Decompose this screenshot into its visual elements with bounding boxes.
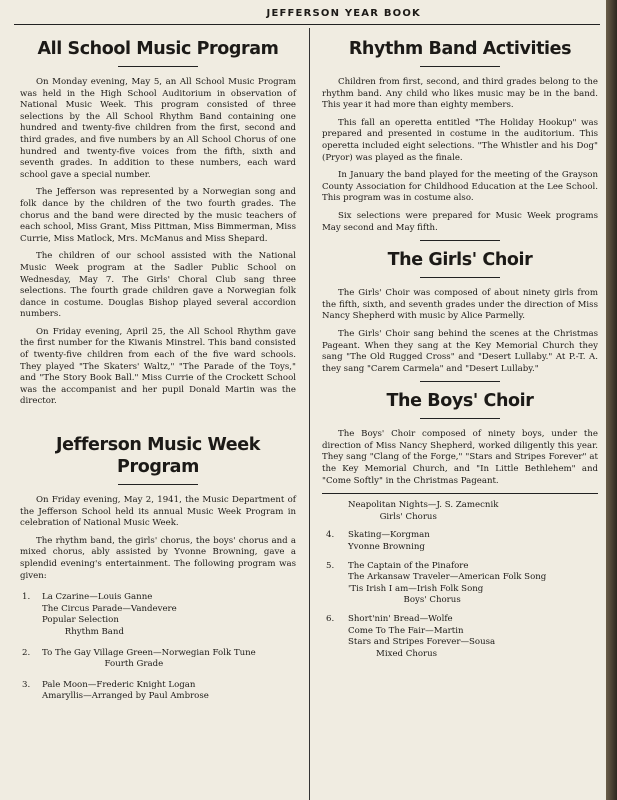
page-edge-shadow [606,0,617,800]
program-line: Amaryllis—Arranged by Paul Ambrose [42,691,209,702]
program-item [322,561,598,607]
item-number: 3. [22,679,31,690]
section-separator [420,381,500,382]
performer-line: Yvonne Browning [348,542,425,553]
program-continued-rule [322,493,598,494]
paragraph: Children from first, second, and third grades belong to the rhythm band. Any child who likes music may be in the band. This year it had more than eighty members. [322,77,598,111]
paragraph: On Friday evening, April 25, the All School Rhythm gave the first number for the Kiwanis Minstrel. This band consisted of twenty-five children from each of the five ward schools. They played "The Skaters' Waltz," "The Parade of the Toys," and "The Story Book Ball." Miss Currie of the Crockett School was the accompanist and her pupil Donald Martin was the director. [20,326,296,407]
paragraph: The Girls' Choir sang behind the scenes at the Christmas Pageant. When they sang at the Key Memorial Church they sang "The Old Rugged Cross" and "Desert Lullaby." At P.-T. A. they sang "Carem Carmela" and "Desert Lullaby." [322,328,598,374]
item-number: 1. [22,592,31,603]
program-line: The Arkansaw Traveler—American Folk Song [348,572,547,583]
all-school-music-program-section [20,38,296,408]
title-rule [118,484,198,485]
item-number: 2. [22,647,31,658]
program-line: Short'nin' Bread—Wolfe [348,614,453,624]
program-item [322,530,598,553]
paragraph: The Girls' Choir was composed of about ninety girls from the fifth, sixth, and seventh grades under the direction of Miss Nancy Shepherd with music by Alice Parmelly. [322,288,598,322]
program-line: Stars and Stripes Forever—Sousa [348,637,496,648]
running-head: JEFFERSON YEAR BOOK [266,8,421,19]
program-list [20,592,296,703]
section-title: Jefferson Music Week Program [56,435,260,478]
program-item [20,648,296,671]
program-line: Neapolitan Nights—J. S. Zamecnik [348,500,499,511]
left-column [20,30,296,712]
paragraph: Six selections were prepared for Music Week programs May second and May fifth. [322,210,598,233]
program-line: To The Gay Village Green—Norwegian Folk Tune [42,647,256,658]
program-line: The Circus Parade—Vandevere [42,603,177,614]
program-item [20,592,296,638]
title-rule [420,418,500,419]
right-column [322,30,598,667]
program-line: La Czarine—Louis Ganne [42,592,153,603]
program-line: Popular Selection [42,615,119,626]
paragraph: The children of our school assisted with the National Music Week program at the Sadler Public School on Wednesday, May 7. The Girls' Choral Club sang three selections. The fourth grade children gave a Norwegian folk dance in costume. Douglas Bishop played several accordion numbers. [20,251,296,320]
paragraph: In January the band played for the meeting of the Grayson County Association for Childhood Education at the Lee School. This program was in costume also. [322,170,598,204]
program-item [20,680,296,703]
program-line: Pale Moon—Frederic Knight Logan [42,679,196,690]
program-item [322,500,598,523]
performer-line: Girls' Chorus [379,511,437,522]
title-rule [118,66,198,67]
item-number [322,500,348,523]
item-number: 6. [326,614,335,624]
section-title: The Boys' Choir [386,391,534,412]
girls-choir-section [322,249,598,375]
paragraph: On Friday evening, May 2, 1941, the Music Department of the Jefferson School held its annual Music Week Program in celebration of National Music Week. [20,495,296,529]
performer-line: Rhythm Band [64,626,124,637]
section-separator [420,240,500,241]
performer-line: Boys' Chorus [403,595,461,606]
paragraph: The rhythm band, the girls' chorus, the boys' chorus and a mixed chorus, ably assisted by Yvonne Browning, gave a splendid evening's entertainment. The following program was given: [20,535,296,581]
music-week-program-section [20,434,296,703]
title-rule [420,66,500,67]
section-title: Rhythm Band Activities [348,39,572,59]
boys-choir-section [322,390,598,487]
column-divider [309,28,310,800]
program-list-continued [322,500,598,660]
paragraph: The Jefferson was represented by a Norwegian song and folk dance by the children of the two fourth grades. The chorus and the band were directed by the music teachers of each school, Miss Grant, Miss Pittman, Miss Bimmerman, Miss Currie, Miss Matlock, Mrs. McManus and Miss Shepard. [20,187,296,244]
title-rule [420,277,500,278]
item-number: 4. [326,530,335,541]
performer-line: Fourth Grade [104,659,164,670]
item-number: 5. [326,560,335,571]
section-title: The Girls' Choir [387,250,533,271]
performer-line: Mixed Chorus [376,648,438,659]
program-line: The Captain of the Pinafore [348,560,469,571]
paragraph: This fall an operetta entitled "The Holiday Hookup" was prepared and presented in costume in the auditorium. This operetta included eight selections. "The Whistler and his Dog" (Pryor) was played as the finale. [322,117,598,163]
program-line: Skating—Korgman [348,530,430,541]
program-line: Come To The Fair—Martin [348,625,464,636]
program-item [322,614,598,660]
rhythm-band-section [322,38,598,234]
paragraph: On Monday evening, May 5, an All School Music Program was held in the High School Auditorium in observation of National Music Week. This program consisted of three selections by the All School Rhythm Band containing one hundred and twenty-five children from the first, second and third grades, and five numbers by an All School Chorus of one hundred and twenty-five voices from the fifth, sixth and seventh grades. In addition to these numbers, each ward school gave a special number. [20,77,296,180]
program-line: 'Tis Irish I am—Irish Folk Song [348,583,484,594]
header-rule [14,24,600,25]
paragraph: The Boys' Choir composed of ninety boys, under the direction of Miss Nancy Shepherd, worked diligently this year. They sang "Clang of the Forge," "Stars and Stripes Forever" at the Key Memorial Church, and "In Little Bethlehem" and "Come Softly" in the Christmas Pageant. [322,429,598,486]
section-title: All School Music Program [37,39,279,59]
